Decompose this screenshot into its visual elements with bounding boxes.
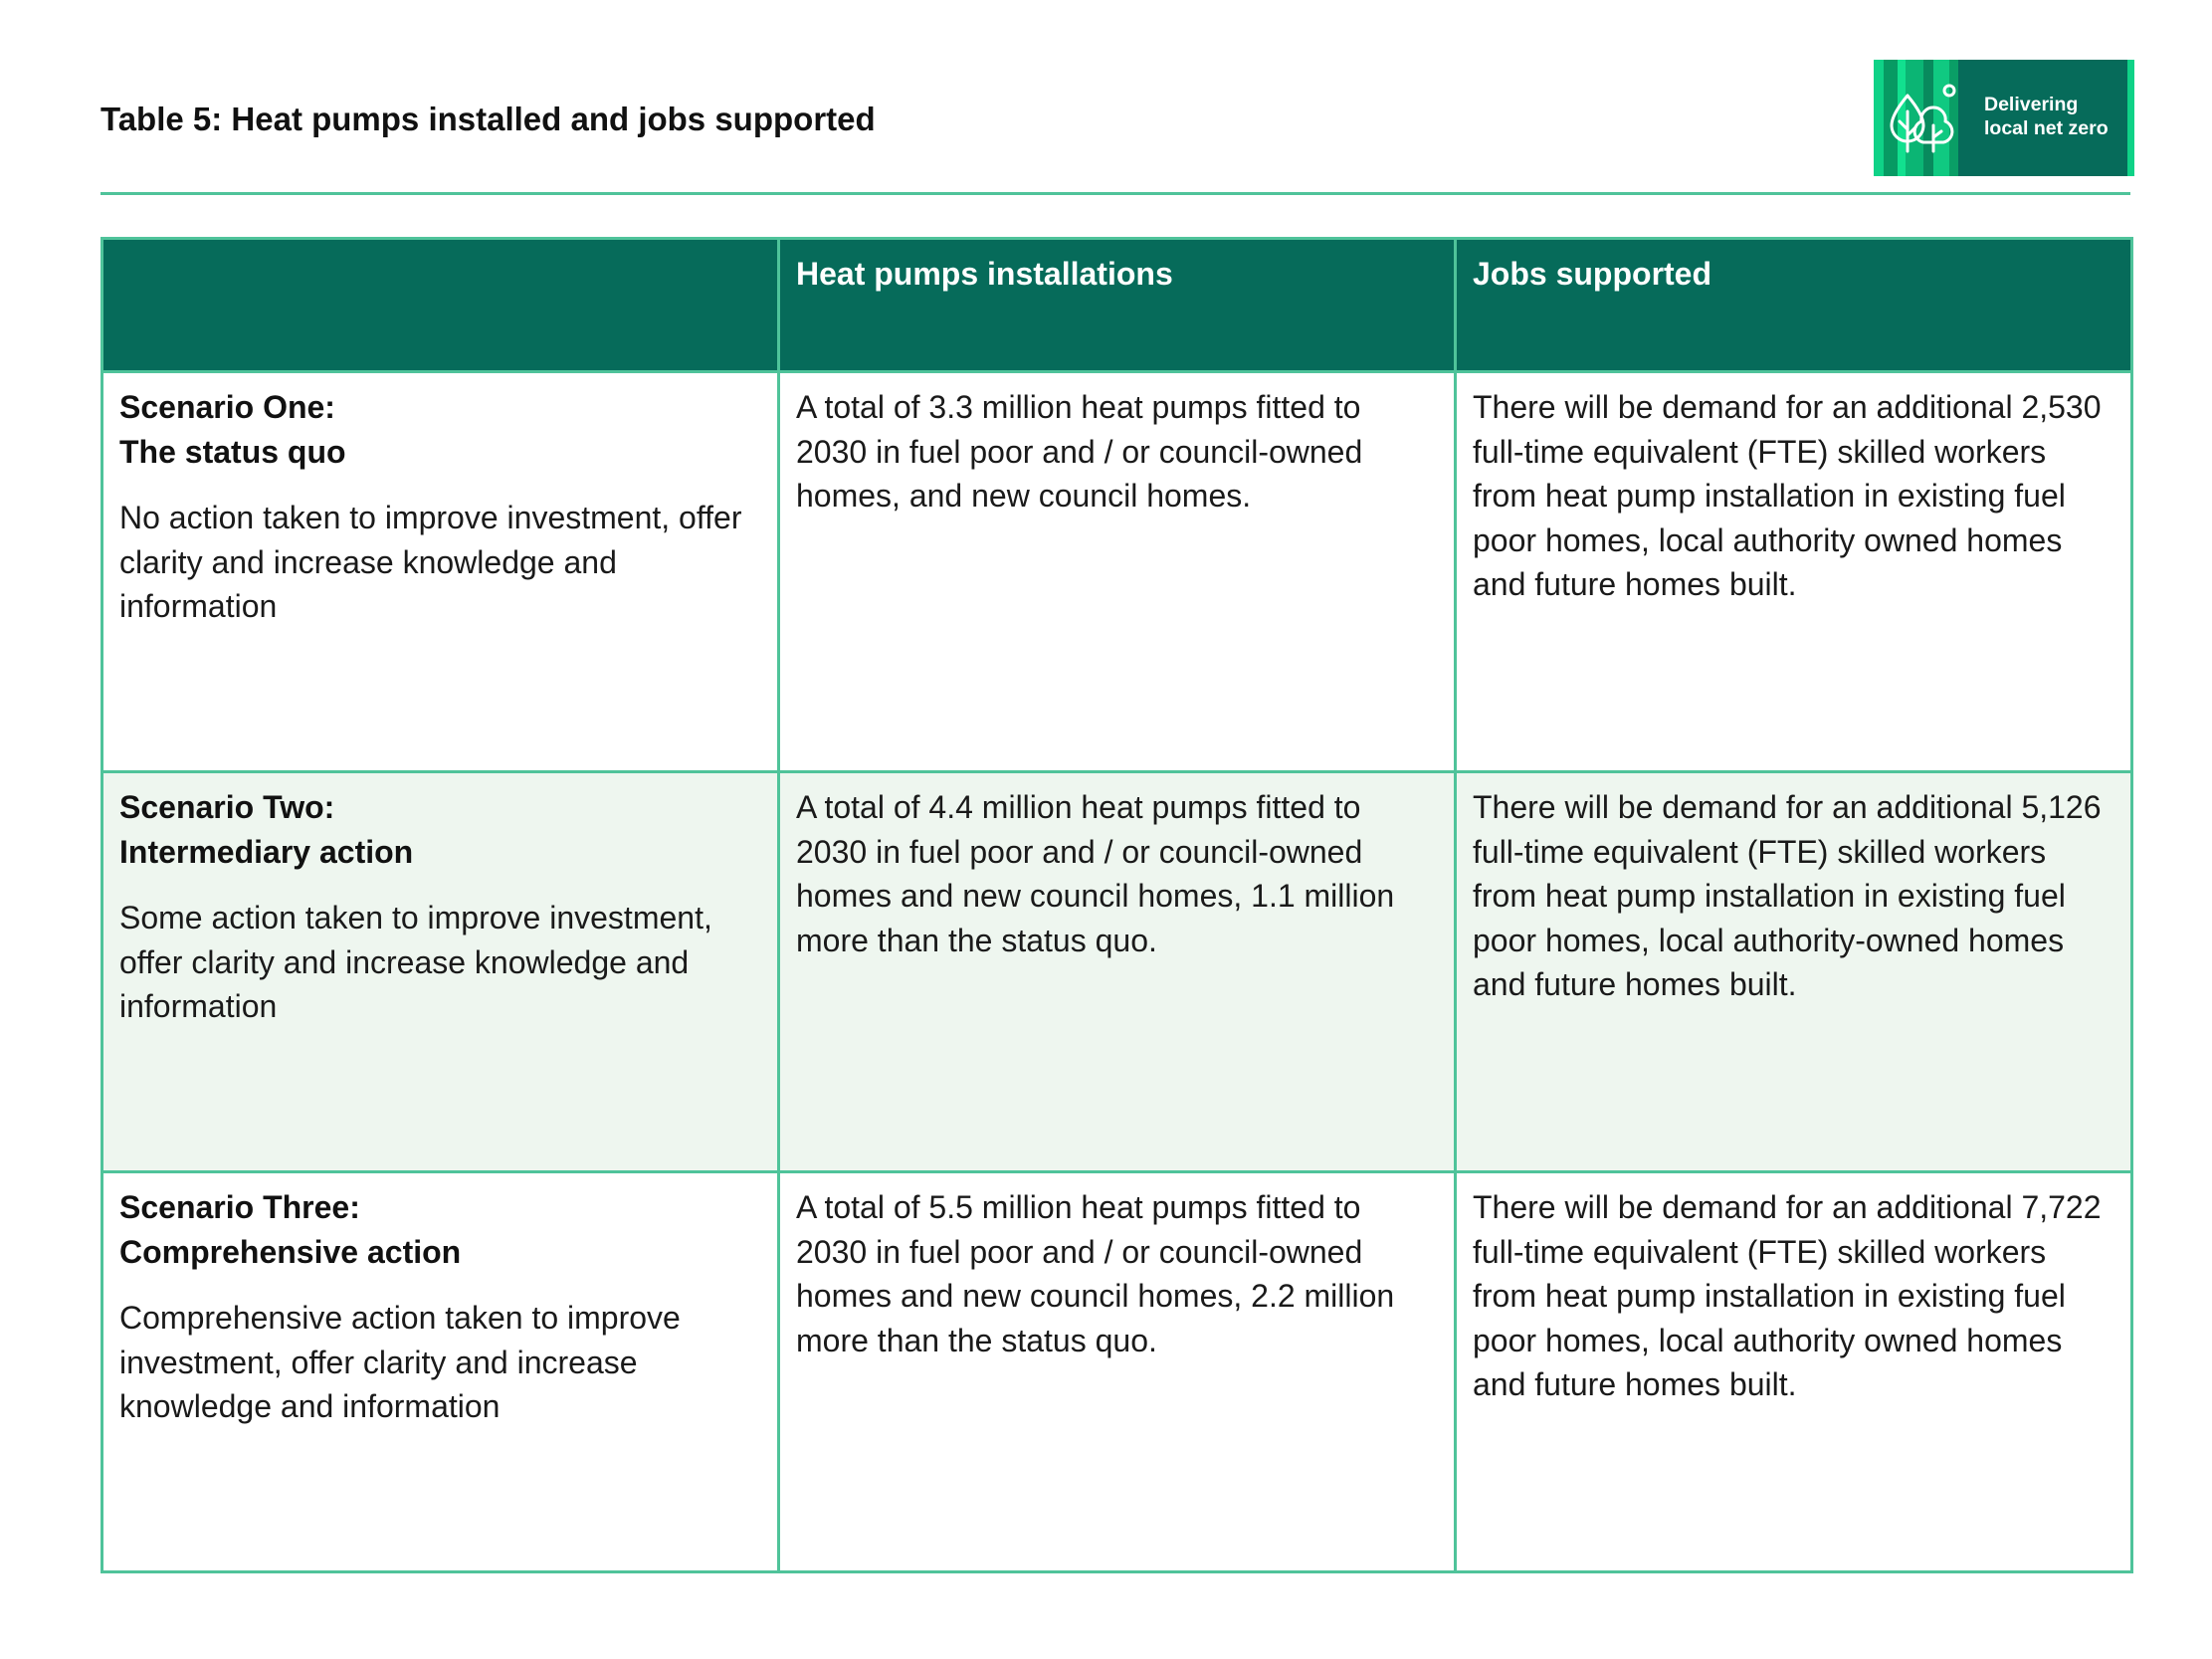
badge-text [1970, 60, 2134, 176]
header-divider [101, 192, 2130, 195]
trees-icon [1886, 82, 1959, 155]
scenario-cell [102, 772, 779, 1172]
scenario-title [119, 1185, 761, 1274]
scenario-title-line-2: The status quo [119, 433, 346, 470]
table-row [102, 772, 2132, 1172]
page-title: Table 5: Heat pumps installed and jobs supported [101, 101, 876, 137]
heat-pumps-table [101, 237, 2133, 1573]
table-header-row [102, 239, 2132, 372]
scenario-description: Some action taken to improve investment, offer clarity and increase knowledge and information [119, 900, 712, 1025]
header-cell-scenario [102, 239, 779, 372]
table-row [102, 1172, 2132, 1572]
badge-stripes [1874, 60, 1970, 176]
brand-badge [1874, 60, 2134, 176]
badge-line-1: Delivering [1984, 94, 2079, 115]
scenario-title [119, 785, 761, 874]
scenario-title-line-2: Comprehensive action [119, 1233, 462, 1270]
installations-cell: A total of 5.5 million heat pumps fitted to 2030 in fuel poor and / or council-owned homes and new council homes, 2.2 million more than the status quo. [779, 1172, 1456, 1572]
installations-cell: A total of 3.3 million heat pumps fitted to 2030 in fuel poor and / or council-owned homes, and new council homes. [779, 372, 1456, 772]
scenario-title-line-2: Intermediary action [119, 833, 414, 870]
scenario-cell [102, 1172, 779, 1572]
scenario-title [119, 385, 761, 474]
scenario-description: No action taken to improve investment, offer clarity and increase knowledge and information [119, 500, 742, 625]
scenario-title-line-1: Scenario Three: [119, 1189, 360, 1225]
scenario-title-line-1: Scenario One: [119, 389, 335, 425]
scenario-description: Comprehensive action taken to improve investment, offer clarity and increase knowledge and information [119, 1300, 681, 1425]
jobs-cell: There will be demand for an additional 2,530 full-time equivalent (FTE) skilled workers from heat pump installation in existing fuel poor homes, local authority owned homes and future homes built. [1456, 372, 2132, 772]
scenario-title-line-1: Scenario Two: [119, 789, 335, 825]
badge-line-2: local net zero [1984, 117, 2109, 139]
jobs-cell: There will be demand for an additional 5,126 full-time equivalent (FTE) skilled workers from heat pump installation in existing fuel poor homes, local authority-owned homes and future homes built. [1456, 772, 2132, 1172]
header-cell-jobs: Jobs supported [1456, 239, 2132, 372]
table-row [102, 372, 2132, 772]
installations-cell: A total of 4.4 million heat pumps fitted to 2030 in fuel poor and / or council-owned homes and new council homes, 1.1 million more than the status quo. [779, 772, 1456, 1172]
jobs-cell: There will be demand for an additional 7,722 full-time equivalent (FTE) skilled workers from heat pump installation in existing fuel poor homes, local authority owned homes and future homes built. [1456, 1172, 2132, 1572]
header-cell-installations: Heat pumps installations [779, 239, 1456, 372]
scenario-cell [102, 372, 779, 772]
